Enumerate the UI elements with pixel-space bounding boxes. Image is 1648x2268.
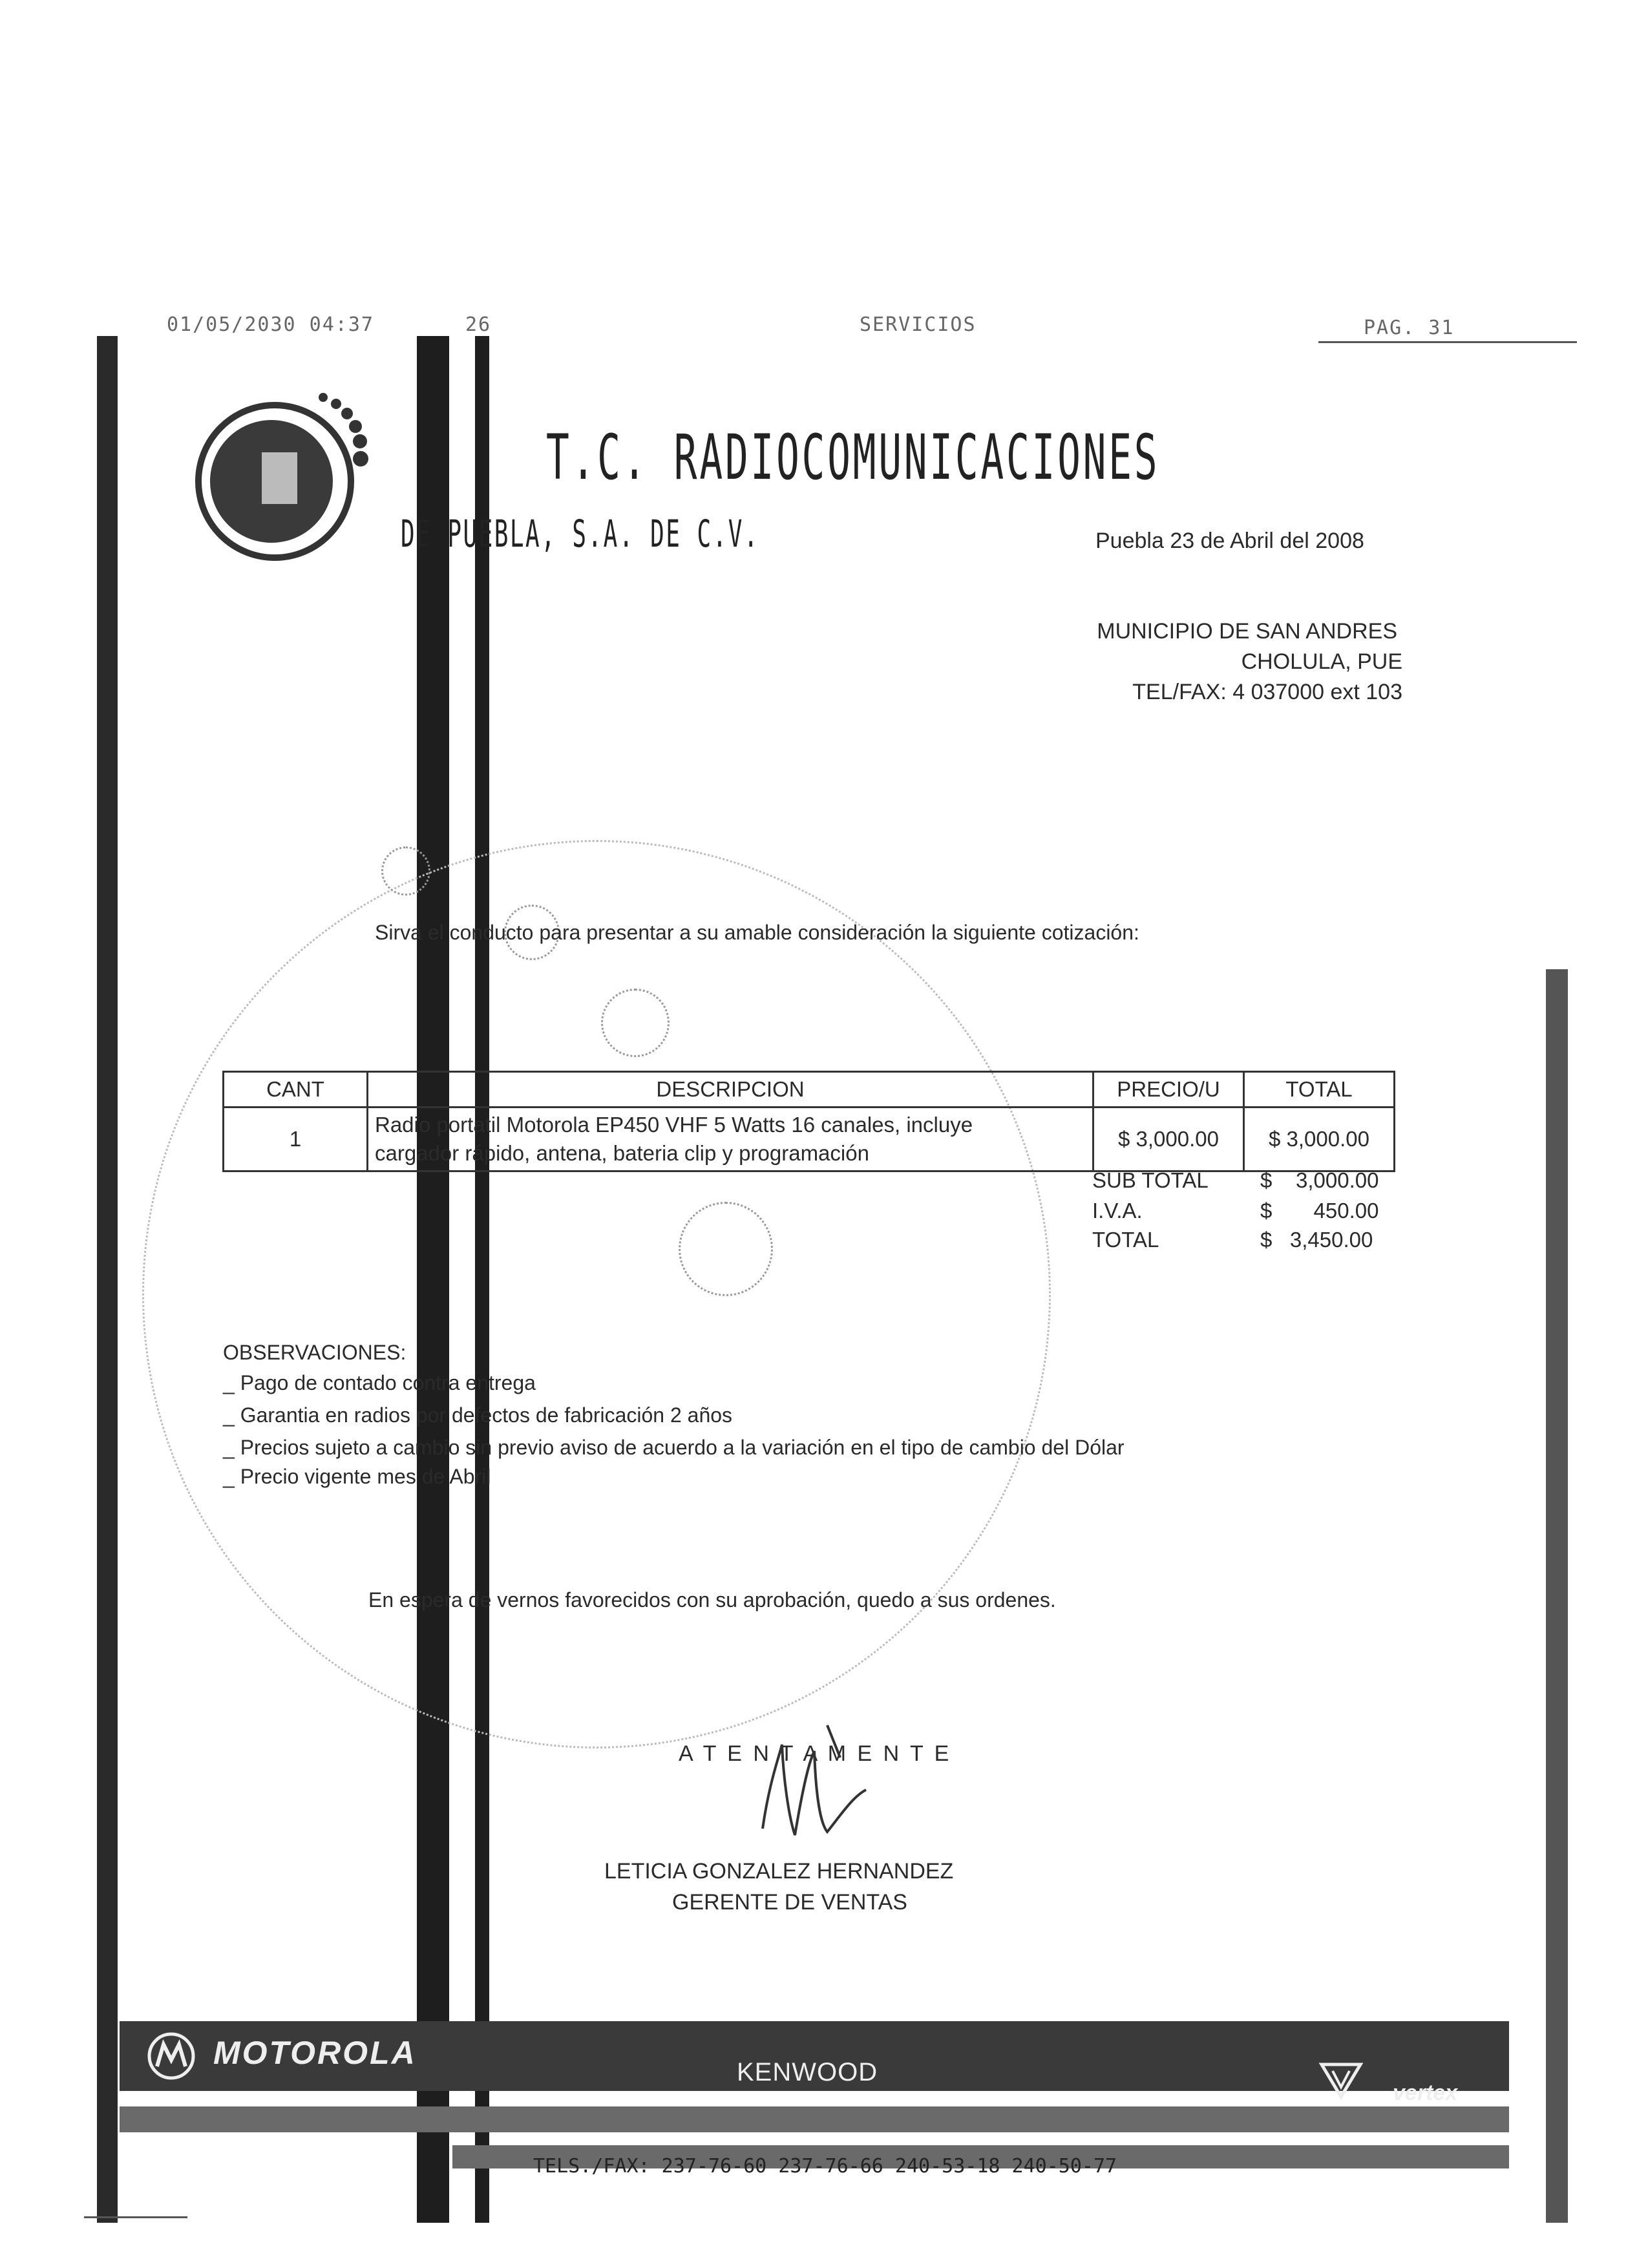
quote-table <box>222 1071 1395 1172</box>
col-header-cant: CANT <box>224 1072 368 1108</box>
brand-vertex: vertex <box>1393 2081 1458 2105</box>
intro-text: Sirva el conducto para presentar a su amable consideración la siguiente cotización: <box>375 921 1139 944</box>
col-header-precio: PRECIO/U <box>1093 1072 1244 1108</box>
company-name: T.C. RADIOCOMUNICACIONES <box>546 421 1160 494</box>
quote-table-header <box>224 1072 1395 1108</box>
fax-page: PAG. 31 <box>1364 317 1455 339</box>
watermark-dot <box>679 1202 773 1296</box>
total-label: TOTAL <box>1092 1228 1159 1252</box>
cell-cant: 1 <box>224 1108 368 1171</box>
company-logo-icon <box>184 384 391 585</box>
closing-text: En espera de vernos favorecidos con su aprobación, quedo a sus ordenes. <box>368 1588 1056 1612</box>
brand-motorola: MOTOROLA <box>213 2035 417 2071</box>
company-subtitle: DE PUEBLA, S.A. DE C.V. <box>401 512 759 556</box>
table-row <box>224 1108 1395 1171</box>
cell-total: $ 3,000.00 <box>1244 1108 1395 1171</box>
observacion-item: _ Precios sujeto a cambio sin previo aviso de acuerdo a la variación en el tipo de cambio del Dólar <box>223 1436 1125 1459</box>
recipient-line-1: MUNICIPIO DE SAN ANDRES <box>1097 619 1397 644</box>
cell-descripcion <box>368 1108 1093 1171</box>
subtotal-label: SUB TOTAL <box>1092 1168 1209 1192</box>
iva-value: $ 450.00 <box>1260 1199 1379 1223</box>
col-header-descripcion: DESCRIPCION <box>368 1072 1093 1108</box>
footer-phones: TELS./FAX: 237-76-60 237-76-66 240-53-18 240-50-77 <box>533 2155 1117 2178</box>
scan-bar-left <box>97 336 118 2223</box>
fax-number: 26 <box>465 313 492 336</box>
recipient-line-3: TEL/FAX: 4 037000 ext 103 <box>1132 680 1402 704</box>
watermark-arc <box>142 840 1051 1748</box>
footer-stripe <box>120 2106 1509 2132</box>
iva-label: I.V.A. <box>1092 1199 1143 1223</box>
recipient-line-2: CHOLULA, PUE <box>1241 649 1402 674</box>
salutation: A T E N T A M E N T E <box>679 1741 952 1766</box>
watermark-dot <box>601 989 670 1057</box>
observacion-item: _ Precio vigente mes de Abril <box>223 1465 491 1488</box>
observaciones-title: OBSERVACIONES: <box>223 1341 407 1364</box>
descripcion-line-1: Radio portatil Motorola EP450 VHF 5 Watts 16 canales, incluye <box>375 1113 973 1137</box>
descripcion-line-2: cargador rápido, antena, bateria clip y programación <box>375 1141 869 1165</box>
signer-name: LETICIA GONZALEZ HERNANDEZ <box>604 1859 954 1884</box>
scan-bar-right <box>1546 969 1568 2223</box>
col-header-total: TOTAL <box>1244 1072 1395 1108</box>
handwritten-signature <box>743 1719 879 1861</box>
watermark-dot <box>381 846 430 896</box>
header-rule <box>1318 341 1577 343</box>
motorola-logo-icon <box>145 2030 197 2082</box>
subtotal-value: $ 3,000.00 <box>1260 1168 1379 1192</box>
fax-department: SERVICIOS <box>860 313 977 336</box>
vertex-logo-icon <box>1318 2061 1364 2100</box>
date-line: Puebla 23 de Abril del 2008 <box>1095 529 1364 553</box>
observacion-item: _ Garantia en radios por defectos de fabricación 2 años <box>223 1403 733 1427</box>
total-value: $ 3,450.00 <box>1260 1228 1373 1252</box>
signer-title: GERENTE DE VENTAS <box>672 1890 907 1915</box>
brand-kenwood: KENWOOD <box>737 2058 878 2086</box>
observacion-item: _ Pago de contado contra entrega <box>223 1371 536 1394</box>
cell-precio: $ 3,000.00 <box>1093 1108 1244 1171</box>
bottom-rule <box>84 2216 187 2218</box>
fax-datetime: 01/05/2030 04:37 <box>167 313 374 336</box>
